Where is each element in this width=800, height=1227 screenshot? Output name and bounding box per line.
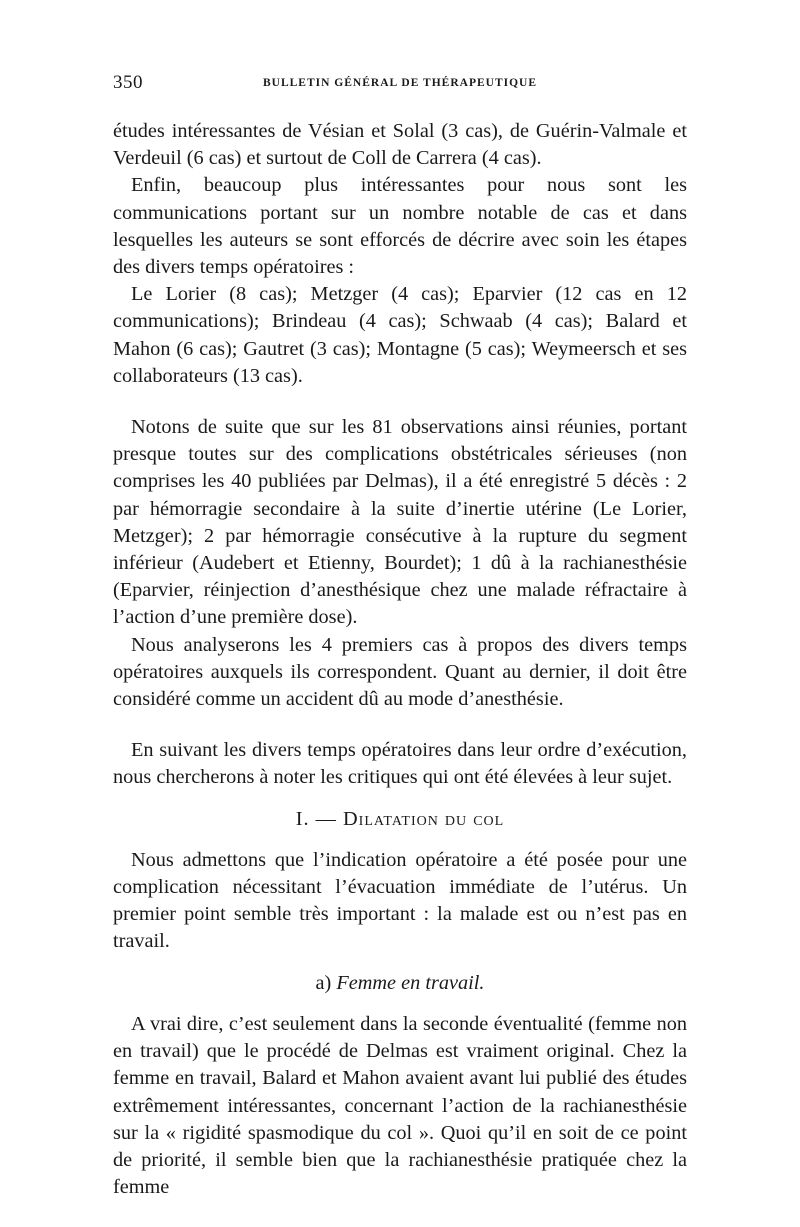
paragraph-continuation: études intéressantes de Vésian et Solal (3 cas), de Guérin-Valmale et Verdeuil (6 cas) et surtout de Coll de Carrera (4 cas). — [113, 120, 687, 170]
running-head: BULLETIN GÉNÉRAL DE THÉRAPEUTIQUE — [262, 77, 538, 89]
spacer — [113, 956, 687, 970]
paragraph-communications: Enfin, beaucoup plus intéressantes pour nous sont les communications portant sur un nombre notable de cas et dans lesquelles les auteurs se sont efforcés de décrire avec soin les étapes des divers temps opératoires : — [113, 174, 687, 279]
paragraph-observations: Notons de suite que sur les 81 observations ainsi réunies, portant presque toutes sur des complications obstétricales sérieuses (non comprises les 40 publiées par Delmas), il a été enregistré 5 décès : 2 par hémorragie secondaire à la suite d’inertie utérine (Le Lorier, Metzger); 2 par hémorragie consécutive à la rupture du segment inférieur (Audebert et Etienny, Bourdet); 1 dû à la rachianesthésie (Eparvier, réinjection d’anesthésique chez une malade réfractaire à l’action d’une première dose). — [113, 416, 687, 629]
paragraph-indication: Nous admettons que l’indication opératoire a été posée pour une complication nécessitant l’évacuation immédiate de l’utérus. Un premier point semble très important : la malade est ou n’est pas en travail. — [113, 848, 687, 953]
spacer — [113, 792, 687, 806]
paragraph-order: En suivant les divers temps opératoires dans leur ordre d’exécution, nous chercherons à noter les critiques qui ont été élevées à leur sujet. — [113, 739, 687, 789]
subsection-heading — [113, 970, 687, 997]
paragraph-analysis: Nous analyserons les 4 premiers cas à propos des divers temps opératoires auxquels ils correspondent. Quant au dernier, il doit être considéré comme un accident dû au mode d’anesthésie. — [113, 633, 687, 711]
subsection-label: a) — [315, 971, 332, 994]
paragraph-case-list: Le Lorier (8 cas); Metzger (4 cas); Eparvier (12 cas en 12 communications); Brindeau (4 cas); Schwaab (4 cas); Balard et Mahon (6 cas); Gautret (3 cas); Montagne (5 cas); Weymeersch et ses collaborateurs (13 cas). — [113, 283, 687, 387]
subsection-title: Femme en travail. — [336, 971, 485, 994]
spacer — [113, 713, 687, 737]
document-page — [113, 72, 687, 1201]
spacer — [113, 390, 687, 414]
spacer — [113, 833, 687, 847]
spacer — [113, 997, 687, 1011]
page-header — [113, 72, 687, 96]
section-heading: I. — Dilatation du col — [295, 807, 505, 830]
paragraph-rachianesthesia: A vrai dire, c’est seulement dans la seconde éventualité (femme non en travail) que le procédé de Delmas est vraiment original. Chez la femme en travail, Balard et Mahon avaient avant lui publié des études extrêmement intéressantes, concernant l’action de la rachianesthésie sur la « rigidité spasmodique du col ». Quoi qu’il en soit de ce point de priorité, il semble bien que la rachianesthésie pratiquée chez la femme — [113, 1012, 687, 1199]
page-number: 350 — [113, 72, 143, 93]
